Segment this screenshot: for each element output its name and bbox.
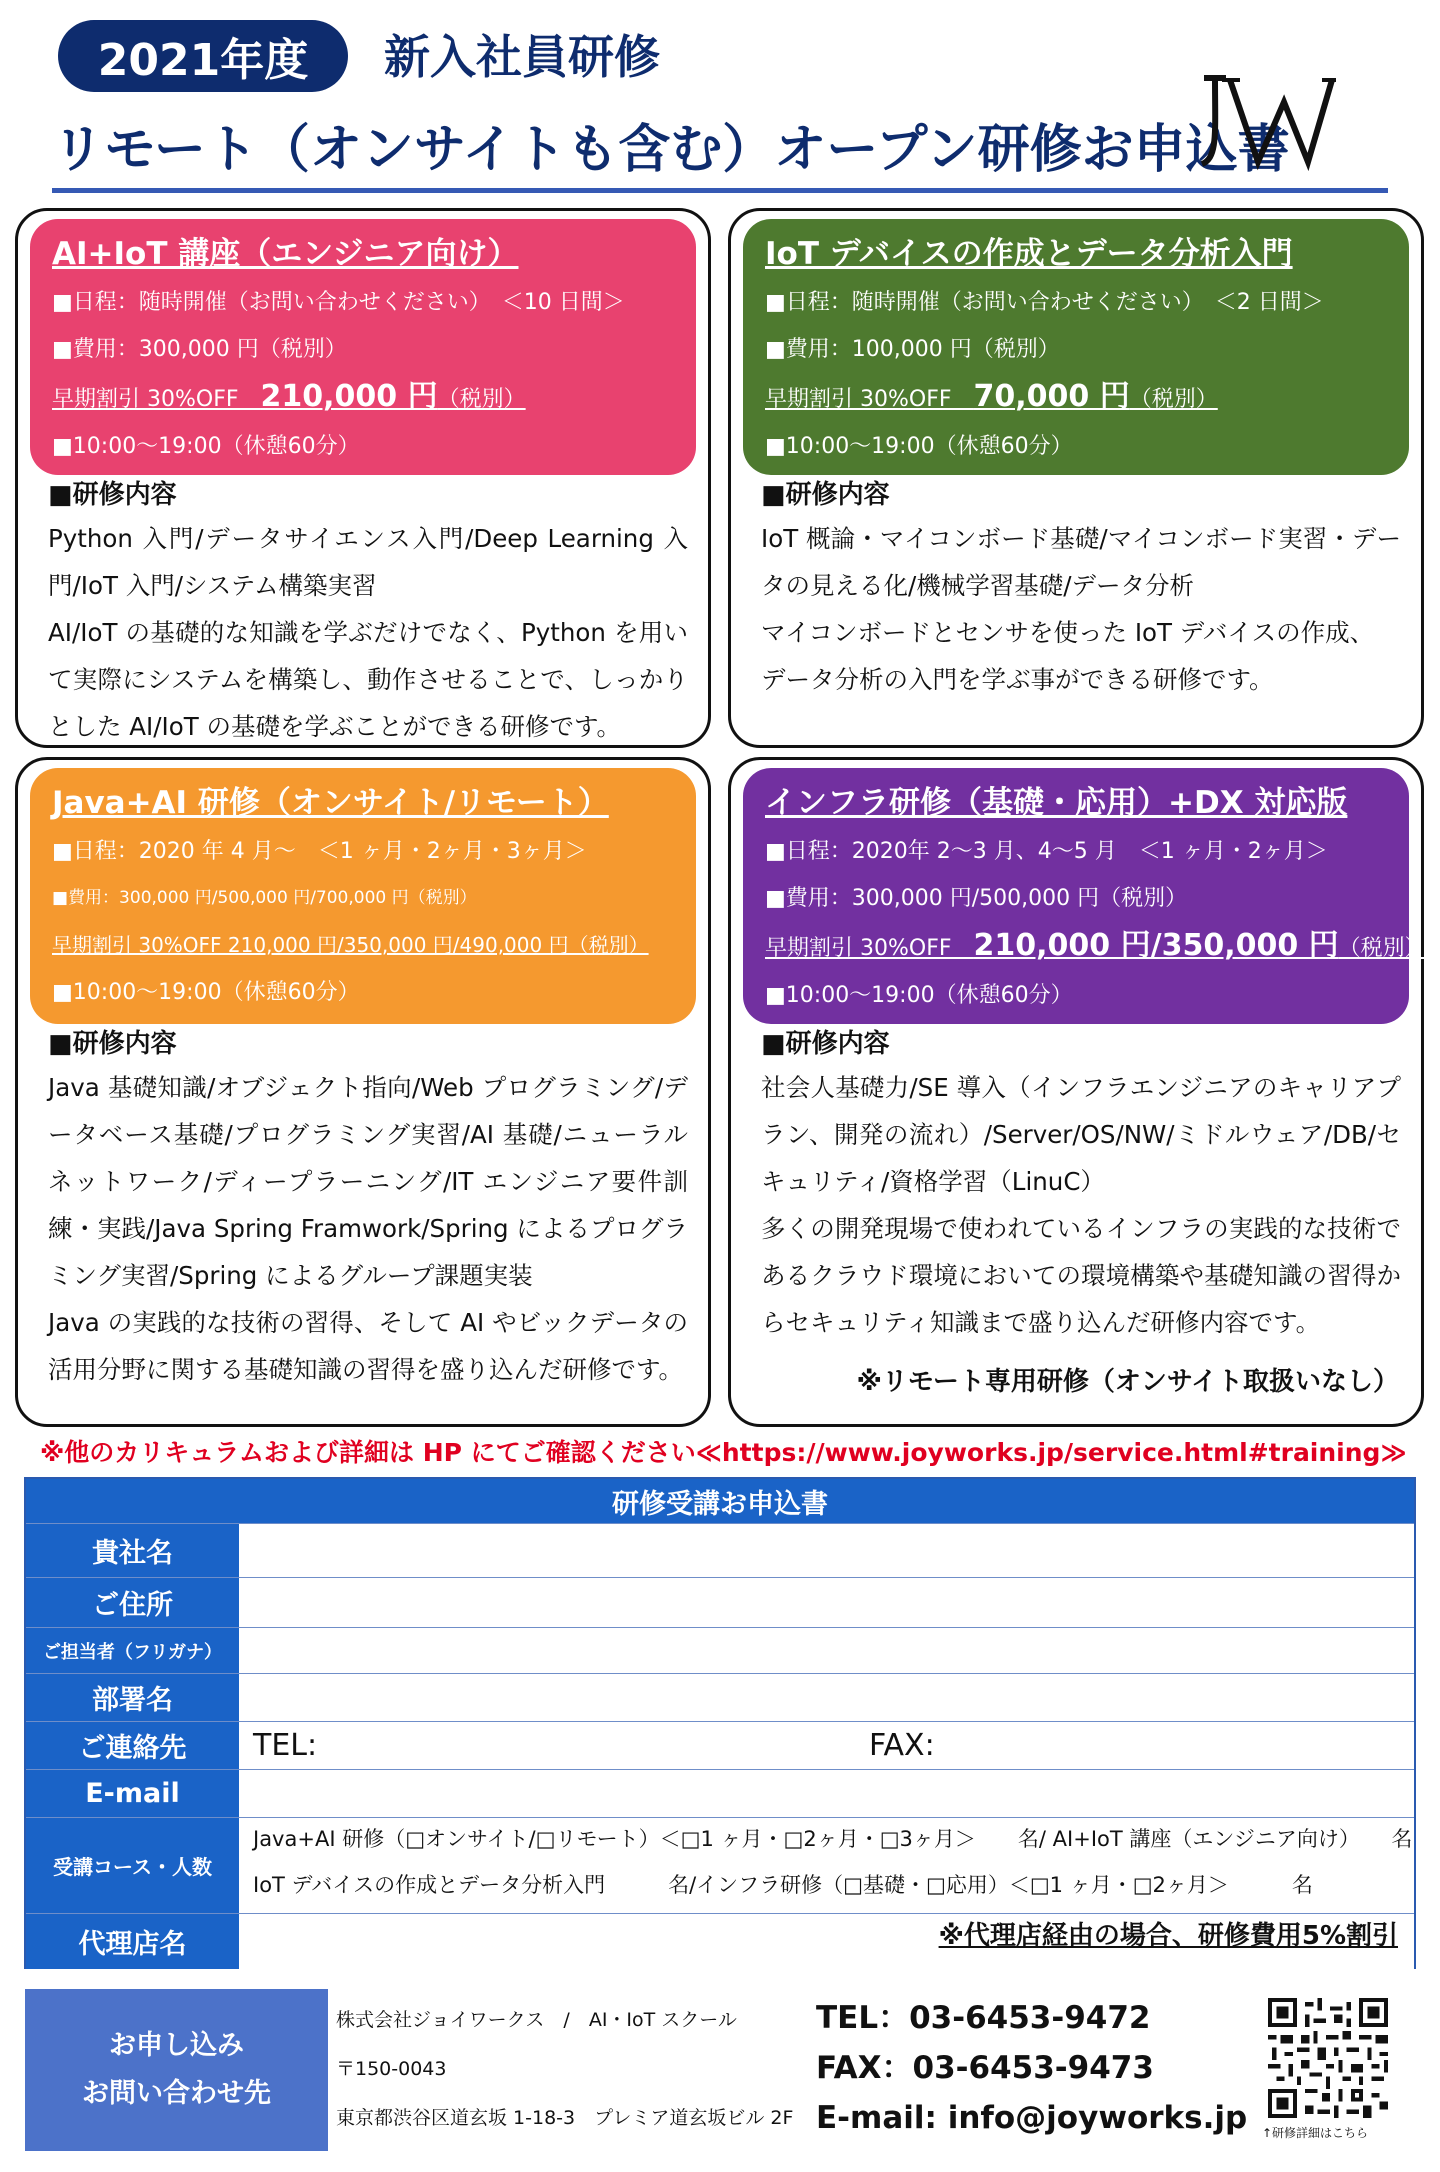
company-label: 貴社名: [26, 1524, 240, 1577]
course-content: [48, 515, 688, 750]
remote-only-note: ※リモート専用研修（オンサイト取扱いなし）: [856, 1367, 1399, 1397]
email-field[interactable]: [239, 1770, 1414, 1817]
course-option-line: Java+AI 研修（□オンサイト/□リモート）＜□1 ヶ月・□2ヶ月・□3ヶ月＞ 名/ AI+IoT 講座（エンジニア向け） 名: [253, 1827, 1413, 1851]
email-label: E-mail: [26, 1770, 240, 1817]
content-heading: ■研修内容: [761, 480, 890, 510]
company-logo: [1196, 72, 1338, 172]
course-card-iot-device: [728, 208, 1424, 748]
content-paragraph: Java の実践的な技術の習得、そして AI やビックデータの活用分野に関する基礎知識の習得を盛り込んだ研修です。: [48, 1308, 688, 1384]
fax-label: FAX:: [869, 1728, 935, 1763]
course-info-panel: [743, 219, 1409, 475]
department-field[interactable]: [239, 1674, 1414, 1721]
course-card-infra: [728, 757, 1427, 1427]
header-divider: [52, 188, 1388, 193]
form-row-contact-person: [26, 1627, 1414, 1673]
contact-box-line: お申し込み: [109, 2030, 244, 2061]
course-card-java-ai: [15, 757, 711, 1427]
phone-label: ご連絡先: [26, 1722, 240, 1769]
qr-code-icon[interactable]: [1268, 1998, 1388, 2118]
course-discount: 早期割引 30%OFF 210,000 円/350,000 円/490,000 円（税別）: [52, 933, 649, 957]
postal-code: 〒150-0043: [336, 2058, 447, 2080]
qr-caption: ↑研修詳細はこちら: [1262, 2126, 1369, 2140]
course-title[interactable]: Java+AI 研修（オンサイト/リモート）: [52, 785, 609, 821]
page-title: リモート（オンサイトも含む）オープン研修お申込書: [52, 120, 1290, 180]
course-fee: ■費用：300,000 円（税別）: [52, 337, 347, 362]
course-schedule: ■日程：2020年 2～3 月、4～5 月 ＜1 ヶ月・2ヶ月＞: [765, 839, 1328, 864]
address-label: ご住所: [26, 1578, 240, 1627]
department-label: 部署名: [26, 1674, 240, 1721]
content-paragraph: Python 入門/データサイエンス入門/Deep Learning 入門/IoT 入門/システム構築実習: [48, 524, 688, 600]
course-schedule: ■日程：随時開催（お問い合わせください） ＜10 日間＞: [52, 290, 625, 315]
contact-person-field[interactable]: [239, 1628, 1414, 1673]
course-fee: ■費用：300,000 円/500,000 円（税別）: [765, 886, 1188, 911]
content-paragraph: AI/IoT の基礎的な知識を学ぶだけでなく、Python を用いて実際にシステムを構築し、動作させることで、しっかりとした AI/IoT の基礎を学ぶことができる研修です。: [48, 618, 688, 741]
form-row-course: [26, 1817, 1414, 1913]
form-title: 研修受講お申込書: [26, 1479, 1414, 1523]
course-card-ai-iot: [15, 208, 711, 748]
course-discount: 早期割引 30%OFF 70,000 円（税別）: [765, 379, 1218, 414]
course-title[interactable]: IoT デバイスの作成とデータ分析入門: [765, 236, 1293, 272]
course-schedule: ■日程：2020 年 4 月～ ＜1 ヶ月・2ヶ月・3ヶ月＞: [52, 839, 587, 864]
course-content: [48, 1064, 688, 1393]
content-paragraph: データ分析の入門を学ぶ事ができる研修です。: [761, 665, 1274, 694]
phone-field[interactable]: [239, 1722, 1414, 1769]
page-subtitle: 新入社員研修: [384, 30, 660, 84]
form-row-company: [26, 1523, 1414, 1577]
contact-email[interactable]: E-mail: info@joyworks.jp: [816, 2100, 1248, 2136]
content-paragraph: IoT 概論・マイコンボード基礎/マイコンボード実習・データの見える化/機械学習基礎/データ分析: [761, 524, 1401, 600]
course-discount: 早期割引 30%OFF 210,000 円/350,000 円（税別）: [765, 928, 1427, 963]
course-title[interactable]: AI+IoT 講座（エンジニア向け）: [52, 236, 519, 272]
contact-person-label: ご担当者（フリガナ）: [26, 1628, 240, 1673]
contact-box-line: お問い合わせ先: [82, 2078, 271, 2109]
content-paragraph: 多くの開発現場で使われているインフラの実践的な技術であるクラウド環境においての環境構築や基礎知識の習得からセキュリティ知識まで盛り込んだ研修内容です。: [761, 1214, 1401, 1337]
form-row-department: [26, 1673, 1414, 1721]
form-row-email: [26, 1769, 1414, 1817]
form-row-phone: [26, 1721, 1414, 1769]
content-heading: ■研修内容: [48, 1029, 177, 1059]
contact-box: [25, 1989, 328, 2151]
course-discount: 早期割引 30%OFF 210,000 円（税別）: [52, 379, 526, 414]
course-hours: ■10:00～19:00（休憩60分）: [765, 434, 1073, 459]
application-form: [24, 1477, 1416, 1969]
agency-discount-note: ※代理店経由の場合、研修費用5%割引: [938, 1921, 1398, 1951]
form-row-agency: [26, 1913, 1414, 1969]
course-info-panel: [30, 768, 696, 1024]
content-paragraph: マイコンボードとセンサを使った IoT デバイスの作成、: [761, 618, 1375, 647]
course-fee: ■費用：100,000 円（税別）: [765, 337, 1060, 362]
course-content: [761, 515, 1401, 703]
form-row-address: [26, 1577, 1414, 1627]
course-info-panel: [743, 768, 1427, 1024]
course-hours: ■10:00～19:00（休憩60分）: [765, 983, 1073, 1008]
year-badge: 2021年度: [58, 20, 348, 92]
course-count-label: 受講コース・人数: [26, 1818, 240, 1913]
content-heading: ■研修内容: [761, 1029, 890, 1059]
content-paragraph: Java 基礎知識/オブジェクト指向/Web プログラミング/データベース基礎/プログラミング実習/AI 基礎/ニューラルネットワーク/ディープラーニング/IT エンジニア要件訓練・実践/Java Spring Framwork/Spring によるプログラミング実習/Spring によるグループ課題実装: [48, 1073, 688, 1290]
content-heading: ■研修内容: [48, 480, 177, 510]
course-content: [761, 1064, 1401, 1346]
content-paragraph: 社会人基礎力/SE 導入（インフラエンジニアのキャリアプラン、開発の流れ）/Server/OS/NW/ミドルウェア/DB/セキュリティ/資格学習（LinuC）: [761, 1073, 1401, 1196]
course-info-panel: [30, 219, 696, 475]
contact-tel[interactable]: TEL：03-6453-9472: [816, 2000, 1151, 2036]
course-count-field[interactable]: [239, 1818, 1414, 1913]
course-hours: ■10:00～19:00（休憩60分）: [52, 434, 360, 459]
course-option-line: IoT デバイスの作成とデータ分析入門 名/インフラ研修（□基礎・□応用）＜□1 ヶ月・□2ヶ月＞ 名: [253, 1873, 1313, 1897]
agency-field[interactable]: [239, 1914, 1414, 1969]
course-title[interactable]: インフラ研修（基礎・応用）+DX 対応版: [765, 785, 1348, 821]
company-name: 株式会社ジョイワークス / AI・IoT スクール: [336, 2009, 737, 2031]
course-fee: ■費用：300,000 円/500,000 円/700,000 円（税別）: [52, 888, 477, 908]
company-field[interactable]: [239, 1524, 1414, 1577]
contact-fax: FAX：03-6453-9473: [816, 2050, 1154, 2086]
tel-label: TEL:: [253, 1728, 318, 1763]
address-field[interactable]: [239, 1578, 1414, 1627]
company-address: 東京都渋谷区道玄坂 1-18-3 プレミア道玄坂ビル 2F: [336, 2107, 794, 2129]
hp-reference-note[interactable]: ※他のカリキュラムおよび詳細は HP にてご確認ください≪https://www.joyworks.jp/service.html#training≫: [40, 1438, 1407, 1467]
course-schedule: ■日程：随時開催（お問い合わせください） ＜2 日間＞: [765, 290, 1324, 315]
course-hours: ■10:00～19:00（休憩60分）: [52, 980, 360, 1005]
agency-label: 代理店名: [26, 1914, 240, 1969]
